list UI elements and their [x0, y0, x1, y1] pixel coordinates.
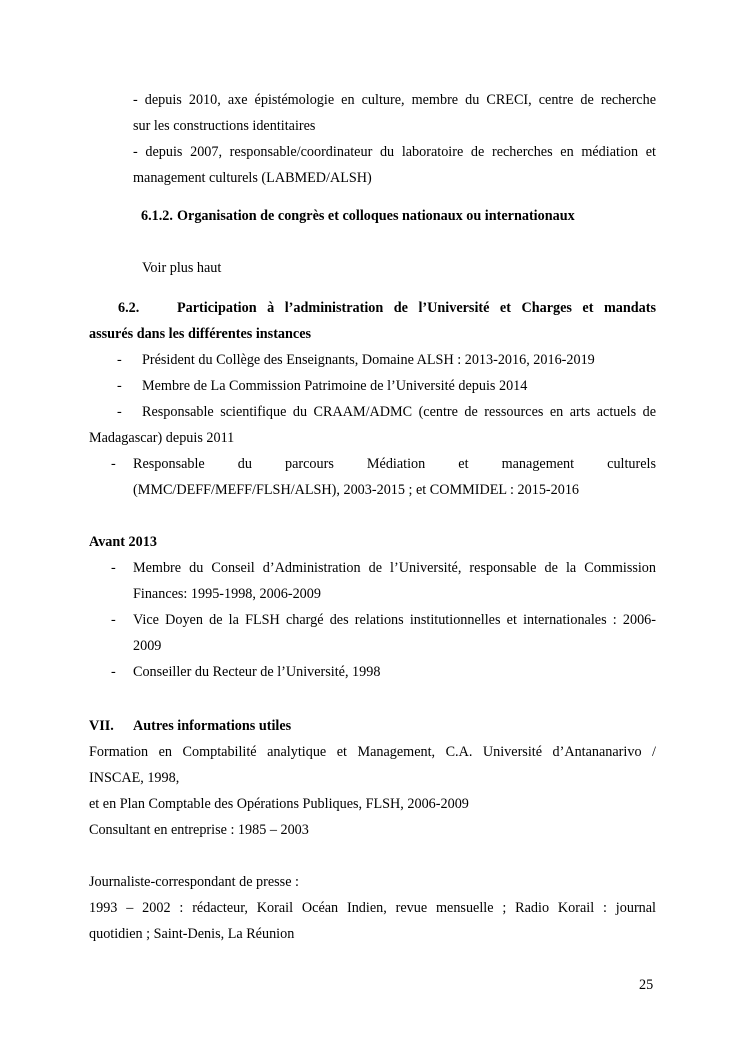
section-62-title-line-1: Participation à l’administration de l’Université et Charges et mandats [177, 300, 656, 316]
top-item-1-line-2: sur les constructions identitaires [133, 118, 316, 134]
section-vii-title: Autres informations utiles [133, 718, 292, 734]
list-dash: - [111, 560, 116, 576]
list-item-continuation: (MMC/DEFF/MEFF/FLSH/ALSH), 2003-2015 ; et COMMIDEL : 2015-2016 [133, 482, 580, 498]
list-dash: - [117, 378, 122, 394]
list-item: Conseiller du Recteur de l’Université, 1998 [133, 664, 381, 680]
list-item: Responsable scientifique du CRAAM/ADMC (centre de ressources en arts actuels de [142, 404, 656, 420]
list-item-continuation: Madagascar) depuis 2011 [89, 430, 235, 446]
info-line: et en Plan Comptable des Opérations Publiques, FLSH, 2006-2009 [89, 796, 469, 812]
list-dash: - [111, 612, 116, 628]
section-vii-number: VII. [89, 718, 114, 734]
list-item: Président du Collège des Enseignants, Domaine ALSH : 2013-2016, 2016-2019 [142, 352, 595, 368]
info-line: Formation en Comptabilité analytique et Management, C.A. Université d’Antananarivo / [89, 744, 656, 760]
journalist-heading: Journaliste-correspondant de presse : [89, 874, 299, 890]
top-item-2-line-1: - depuis 2007, responsable/coordinateur du laboratoire de recherches en médiation et [133, 144, 656, 160]
list-item: Responsable du parcours Médiation et management culturels [133, 456, 656, 472]
subsection-body: Voir plus haut [142, 260, 222, 276]
top-item-2-line-2: management culturels (LABMED/ALSH) [133, 170, 372, 186]
info-line: Consultant en entreprise : 1985 – 2003 [89, 822, 309, 838]
section-62-title-line-2: assurés dans les différentes instances [89, 326, 312, 342]
list-item: Membre du Conseil d’Administration de l’Université, responsable de la Commission [133, 560, 656, 576]
list-item-continuation: Finances: 1995-1998, 2006-2009 [133, 586, 321, 602]
list-dash: - [117, 352, 122, 368]
journalist-line-1: 1993 – 2002 : rédacteur, Korail Océan Indien, revue mensuelle ; Radio Korail : journal [89, 900, 656, 916]
list-dash: - [111, 664, 116, 680]
list-dash: - [117, 404, 122, 420]
journalist-line-2: quotidien ; Saint-Denis, La Réunion [89, 926, 295, 942]
subsection-number: 6.1.2. [141, 208, 173, 224]
top-item-1-line-1: - depuis 2010, axe épistémologie en culture, membre du CRECI, centre de recherche [133, 92, 656, 108]
section-62-number: 6.2. [118, 300, 140, 316]
avant-heading: Avant 2013 [89, 534, 157, 550]
list-item-continuation: 2009 [133, 638, 162, 654]
list-item: Vice Doyen de la FLSH chargé des relations institutionnelles et internationales : 2006- [133, 612, 656, 628]
list-dash: - [111, 456, 116, 472]
info-line: INSCAE, 1998, [89, 770, 180, 786]
subsection-title: Organisation de congrès et colloques nationaux ou internationaux [177, 208, 575, 224]
list-item: Membre de La Commission Patrimoine de l’Université depuis 2014 [142, 378, 528, 394]
page-number: 25 [639, 977, 654, 993]
